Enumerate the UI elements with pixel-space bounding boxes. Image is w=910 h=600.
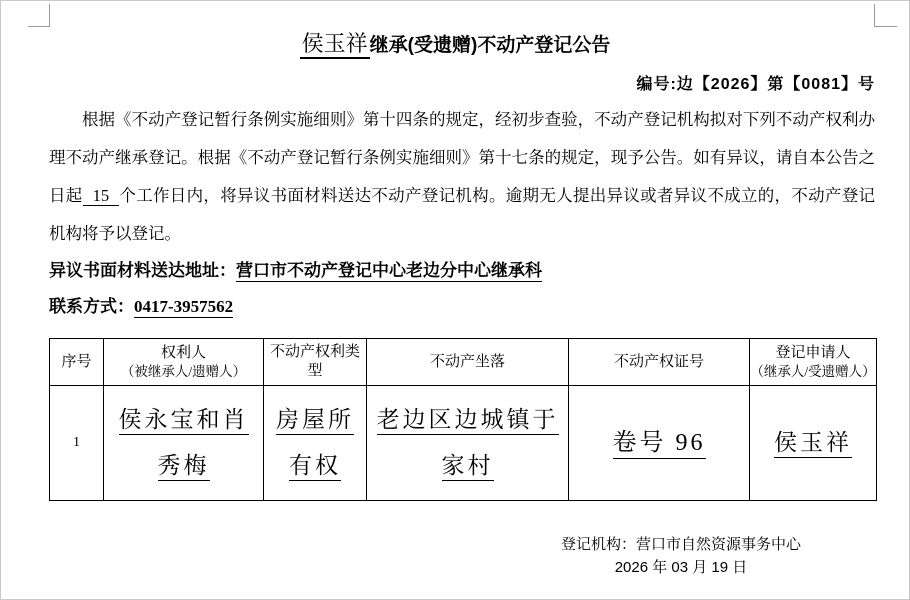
cell-cert-no-value: 卷号 96 [613, 430, 706, 459]
header-cell-right-type [264, 339, 367, 386]
header-cell-holder [104, 339, 264, 386]
header-cert-no-label: 不动产权证号 [613, 353, 704, 370]
cell-seq: 1 [50, 386, 104, 501]
header-applicant-label: 登记申请人 [775, 345, 851, 361]
cell-applicant [750, 386, 877, 501]
address-value: 营口市不动产登记中心老边分中心继承科 [236, 261, 542, 280]
page-title [1, 29, 909, 62]
contact-value: 0417-3957562 [134, 297, 234, 316]
cell-applicant-value: 侯玉祥 [774, 430, 852, 458]
header-right-type-label: 不动产权利类型 [269, 344, 360, 379]
footer-registry-org: 登记机构：营口市自然资源事务中心 [560, 536, 801, 553]
table-row [50, 386, 877, 501]
doc-number: 编号:边【2026】第【0081】号 [636, 76, 875, 93]
cell-location [367, 386, 569, 501]
crop-mark-top-left-icon [28, 4, 50, 27]
title-heir-name: 侯玉祥 [300, 31, 370, 59]
title-text: 继承(受遗赠)不动产登记公告 [369, 35, 611, 56]
header-cell-location [367, 339, 569, 386]
cell-location-value: 老边区边城镇于家村 [377, 407, 559, 481]
header-seq-label: 序号 [61, 353, 92, 370]
table-header-row [50, 339, 877, 386]
contact-line [49, 297, 875, 317]
cell-holder-value: 侯永宝和肖秀梅 [119, 407, 249, 481]
header-cell-seq [50, 339, 104, 386]
crop-mark-top-right-icon [874, 4, 897, 27]
header-applicant-sublabel: （继承人/受遗赠人） [750, 364, 876, 379]
address-label: 异议书面材料送达地址： [49, 261, 236, 280]
header-location-label: 不动产坐落 [429, 353, 505, 370]
footer [481, 533, 881, 579]
header-cell-cert-no [569, 339, 750, 386]
header-holder-label: 权利人 [160, 345, 206, 361]
cell-right-type [264, 386, 367, 501]
contact-label: 联系方式： [49, 297, 134, 316]
address-line [49, 261, 875, 281]
header-holder-sublabel: （被继承人/遗赠人） [120, 364, 247, 379]
notice-paragraph [49, 101, 875, 253]
cell-holder [104, 386, 264, 501]
cell-cert-no [569, 386, 750, 501]
notice-table [49, 338, 877, 501]
header-cell-applicant [750, 339, 877, 386]
paragraph-part1: 根据《不动产登记暂行条例实施细则》第十四条的规定，经初步查验，不动产登记机构拟对下列不动产权利办理不动产继承登记。根据《不动产登记暂行条例实施细则》第十七条的规定，现予公告。如有异议，请自本公告之日起 [49, 110, 875, 205]
paragraph-part2: 个工作日内，将异议书面材料送达不动产登记机构。逾期无人提出异议或者异议不成立的，不动产登记机构将予以登记。 [49, 186, 876, 243]
cell-right-type-value: 房屋所有权 [276, 407, 354, 481]
footer-date: 2026 年 03 月 19 日 [614, 559, 748, 576]
objection-days-value: 15 [83, 186, 120, 206]
